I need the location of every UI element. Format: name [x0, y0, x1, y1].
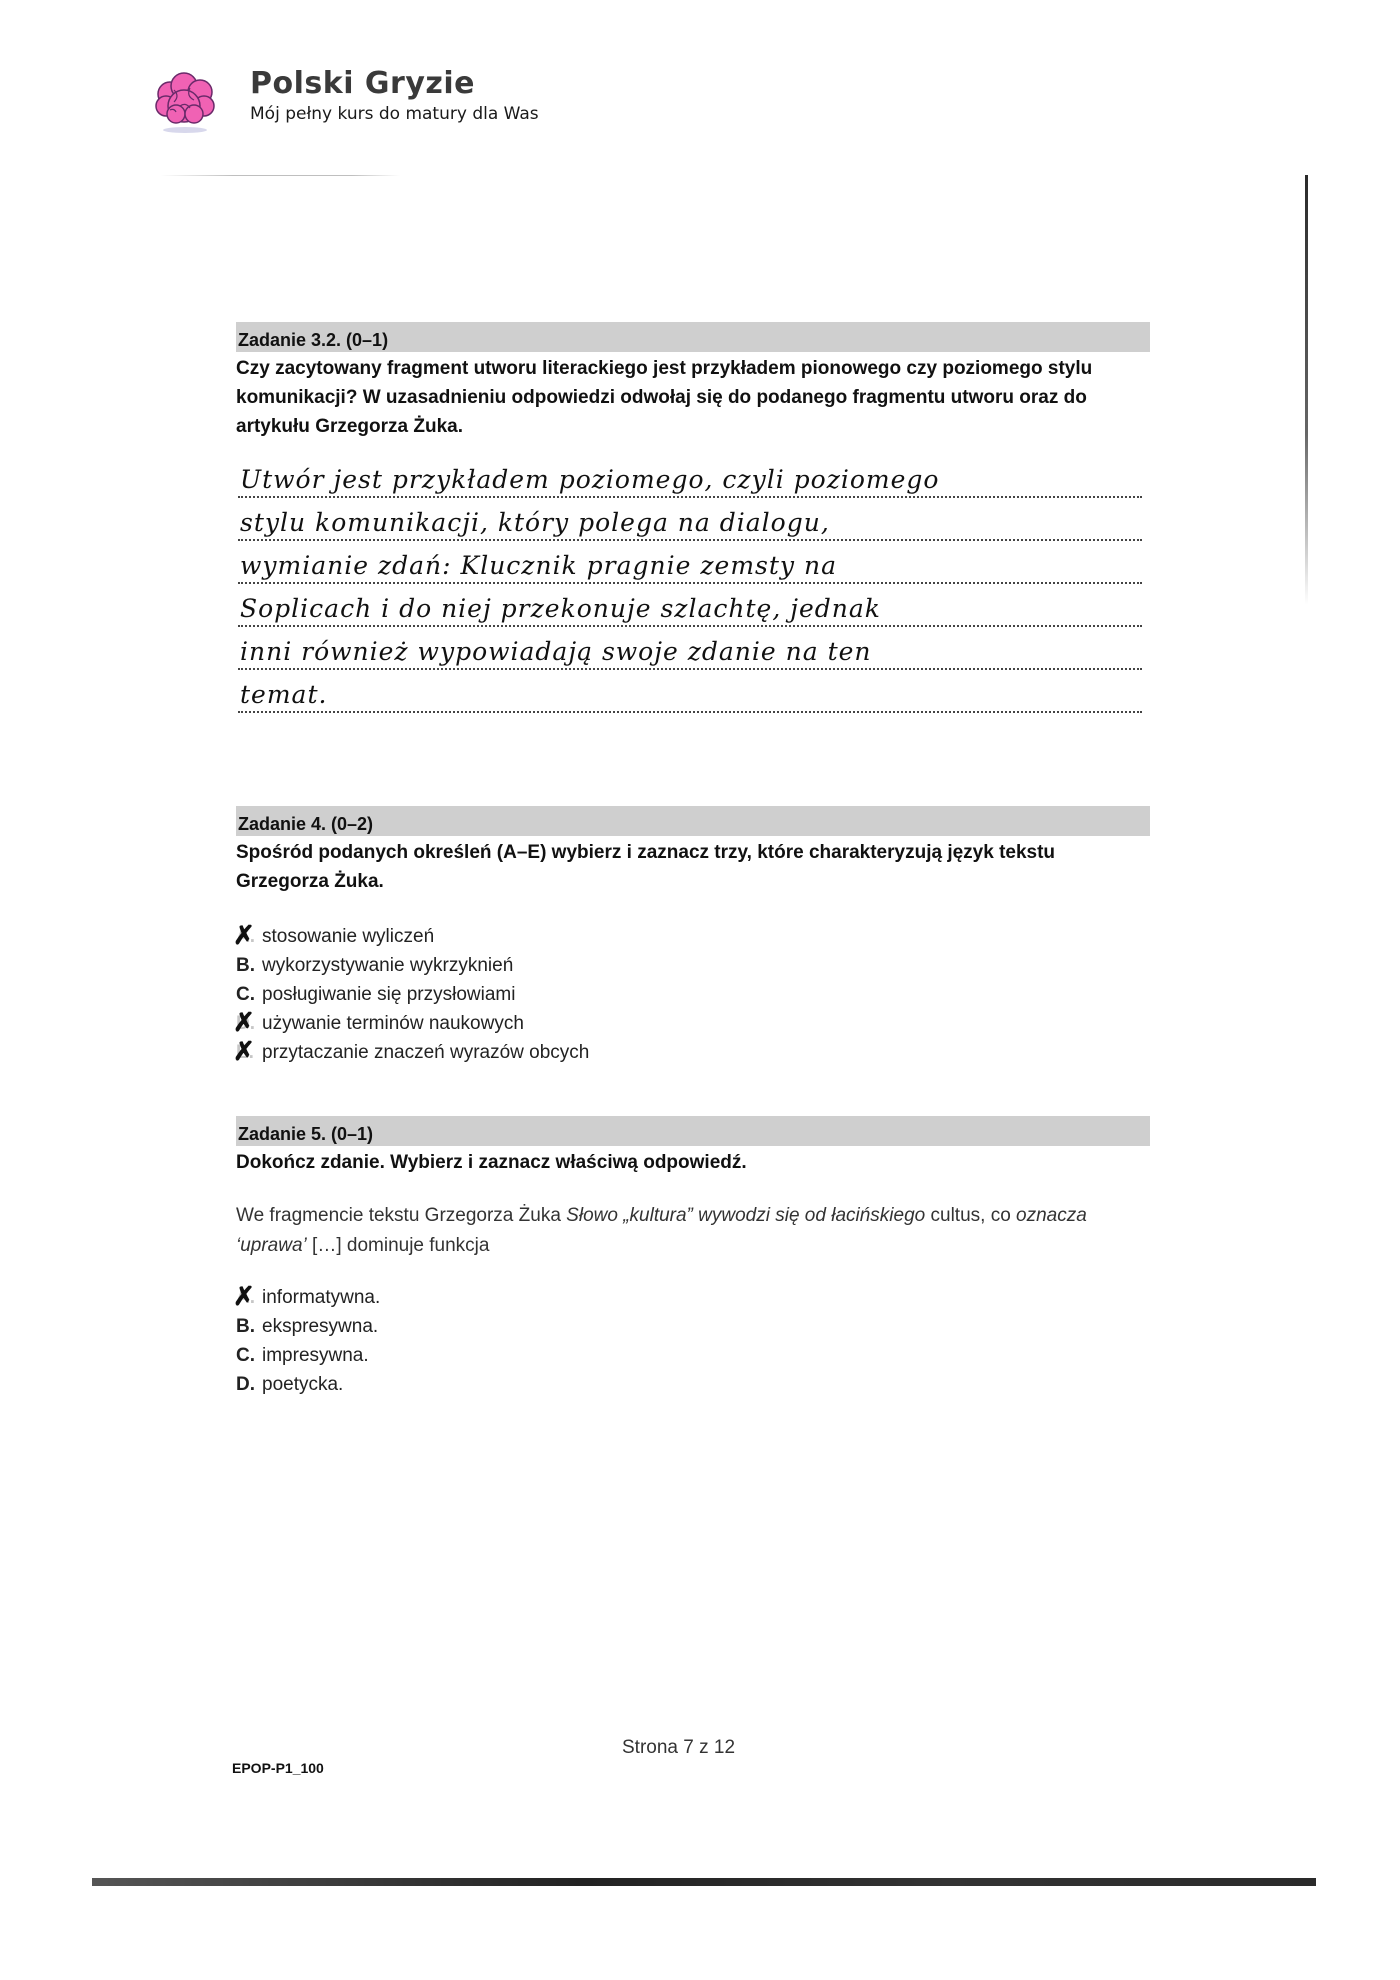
- answer-options: [236, 1283, 1150, 1399]
- task-header-bar: [236, 806, 1150, 836]
- option-letter: B.: [236, 954, 255, 976]
- option-letter: D.: [236, 1373, 255, 1395]
- option-letter: C.: [236, 1344, 255, 1366]
- answer-line: [238, 455, 1142, 498]
- option-text: stosowanie wyliczeń: [262, 925, 435, 947]
- page-number: Strona 7 z 12: [622, 1737, 736, 1758]
- option-c[interactable]: [236, 1341, 1150, 1370]
- stem-quote: oznacza ‘uprawa’: [236, 1205, 1087, 1256]
- answer-line: [238, 584, 1142, 627]
- checked-x-icon: E. ✗: [236, 1042, 260, 1064]
- option-d[interactable]: [236, 1370, 1150, 1399]
- scan-margin-line: [1305, 175, 1308, 605]
- question-stem: [236, 1201, 1150, 1261]
- option-c[interactable]: [236, 980, 1150, 1009]
- option-text: wykorzystywanie wykrzyknień: [262, 954, 514, 976]
- option-text: informatywna.: [262, 1286, 381, 1308]
- brand-title: Polski Gryzie: [250, 66, 475, 101]
- checked-x-icon: A. ✗: [236, 926, 260, 948]
- scan-bottom-edge: [92, 1878, 1316, 1886]
- option-text: używanie terminów naukowych: [262, 1012, 524, 1034]
- scan-artifact-rule: [160, 175, 400, 176]
- option-text: ekspresywna.: [262, 1315, 379, 1337]
- task-title: Zadanie 5. (0–1): [238, 1124, 374, 1144]
- stem-text: […] dominuje funkcja: [306, 1235, 490, 1256]
- handwritten-text: wymianie zdań: Klucznik pragnie zemsty na: [240, 551, 837, 580]
- brain-logo-icon: [150, 66, 220, 136]
- option-a[interactable]: [236, 922, 1150, 951]
- answer-line: [238, 627, 1142, 670]
- answer-line: [238, 670, 1142, 713]
- answer-line: [238, 541, 1142, 584]
- task-prompt: Czy zacytowany fragment utworu literackiego jest przykładem pionowego czy poziomego stylu komunikacji? W uzasadnieniu odpowiedzi odwołaj się do podanego fragmentu utworu oraz do artykułu Grzegorza Żuka.: [236, 358, 1093, 437]
- option-text: posługiwanie się przysłowiami: [262, 983, 516, 1005]
- option-letter: C.: [236, 983, 255, 1005]
- stem-text: We fragmencie tekstu Grzegorza Żuka: [236, 1205, 567, 1226]
- answer-line: [238, 498, 1142, 541]
- answer-options: [236, 922, 1150, 1067]
- option-a[interactable]: [236, 1283, 1150, 1312]
- exam-code: EPOP-P1_100: [232, 1760, 324, 1776]
- task-prompt: Spośród podanych określeń (A–E) wybierz i zaznacz trzy, które charakteryzują język tekstu Grzegorza Żuka.: [236, 842, 1056, 892]
- handwritten-text: Soplicach i do niej przekonuje szlachtę, jednak: [240, 594, 881, 623]
- checked-x-icon: D. ✗: [236, 1013, 260, 1035]
- option-b[interactable]: [236, 951, 1150, 980]
- handwritten-text: inni również wypowiadają swoje zdanie na ten: [240, 637, 872, 666]
- option-e[interactable]: [236, 1038, 1150, 1067]
- task-title: Zadanie 3.2. (0–1): [238, 330, 389, 350]
- option-text: impresywna.: [262, 1344, 369, 1366]
- handwritten-answer: [236, 455, 1150, 713]
- task-prompt: Dokończ zdanie. Wybierz i zaznacz właściwą odpowiedź.: [236, 1152, 747, 1173]
- task-header-bar: [236, 1116, 1150, 1146]
- handwritten-text: Utwór jest przykładem poziomego, czyli poziomego: [240, 465, 940, 494]
- option-letter: B.: [236, 1315, 255, 1337]
- option-b[interactable]: [236, 1312, 1150, 1341]
- task-3-2: [236, 322, 1150, 713]
- stem-quote: Słowo „kultura” wywodzi się od łacińskiego: [566, 1205, 926, 1226]
- task-4: [236, 806, 1150, 1067]
- stem-text: cultus, co: [925, 1205, 1017, 1226]
- checked-x-icon: A. ✗: [236, 1287, 260, 1309]
- task-title: Zadanie 4. (0–2): [238, 814, 374, 834]
- option-d[interactable]: [236, 1009, 1150, 1038]
- brand-subtitle: Mój pełny kurs do matury dla Was: [250, 104, 539, 124]
- handwritten-text: stylu komunikacji, który polega na dialogu,: [240, 508, 830, 537]
- handwritten-text: temat.: [240, 680, 328, 709]
- option-text: poetycka.: [262, 1373, 344, 1395]
- option-text: przytaczanie znaczeń wyrazów obcych: [262, 1041, 590, 1063]
- task-header-bar: [236, 322, 1150, 352]
- task-5: [236, 1116, 1150, 1399]
